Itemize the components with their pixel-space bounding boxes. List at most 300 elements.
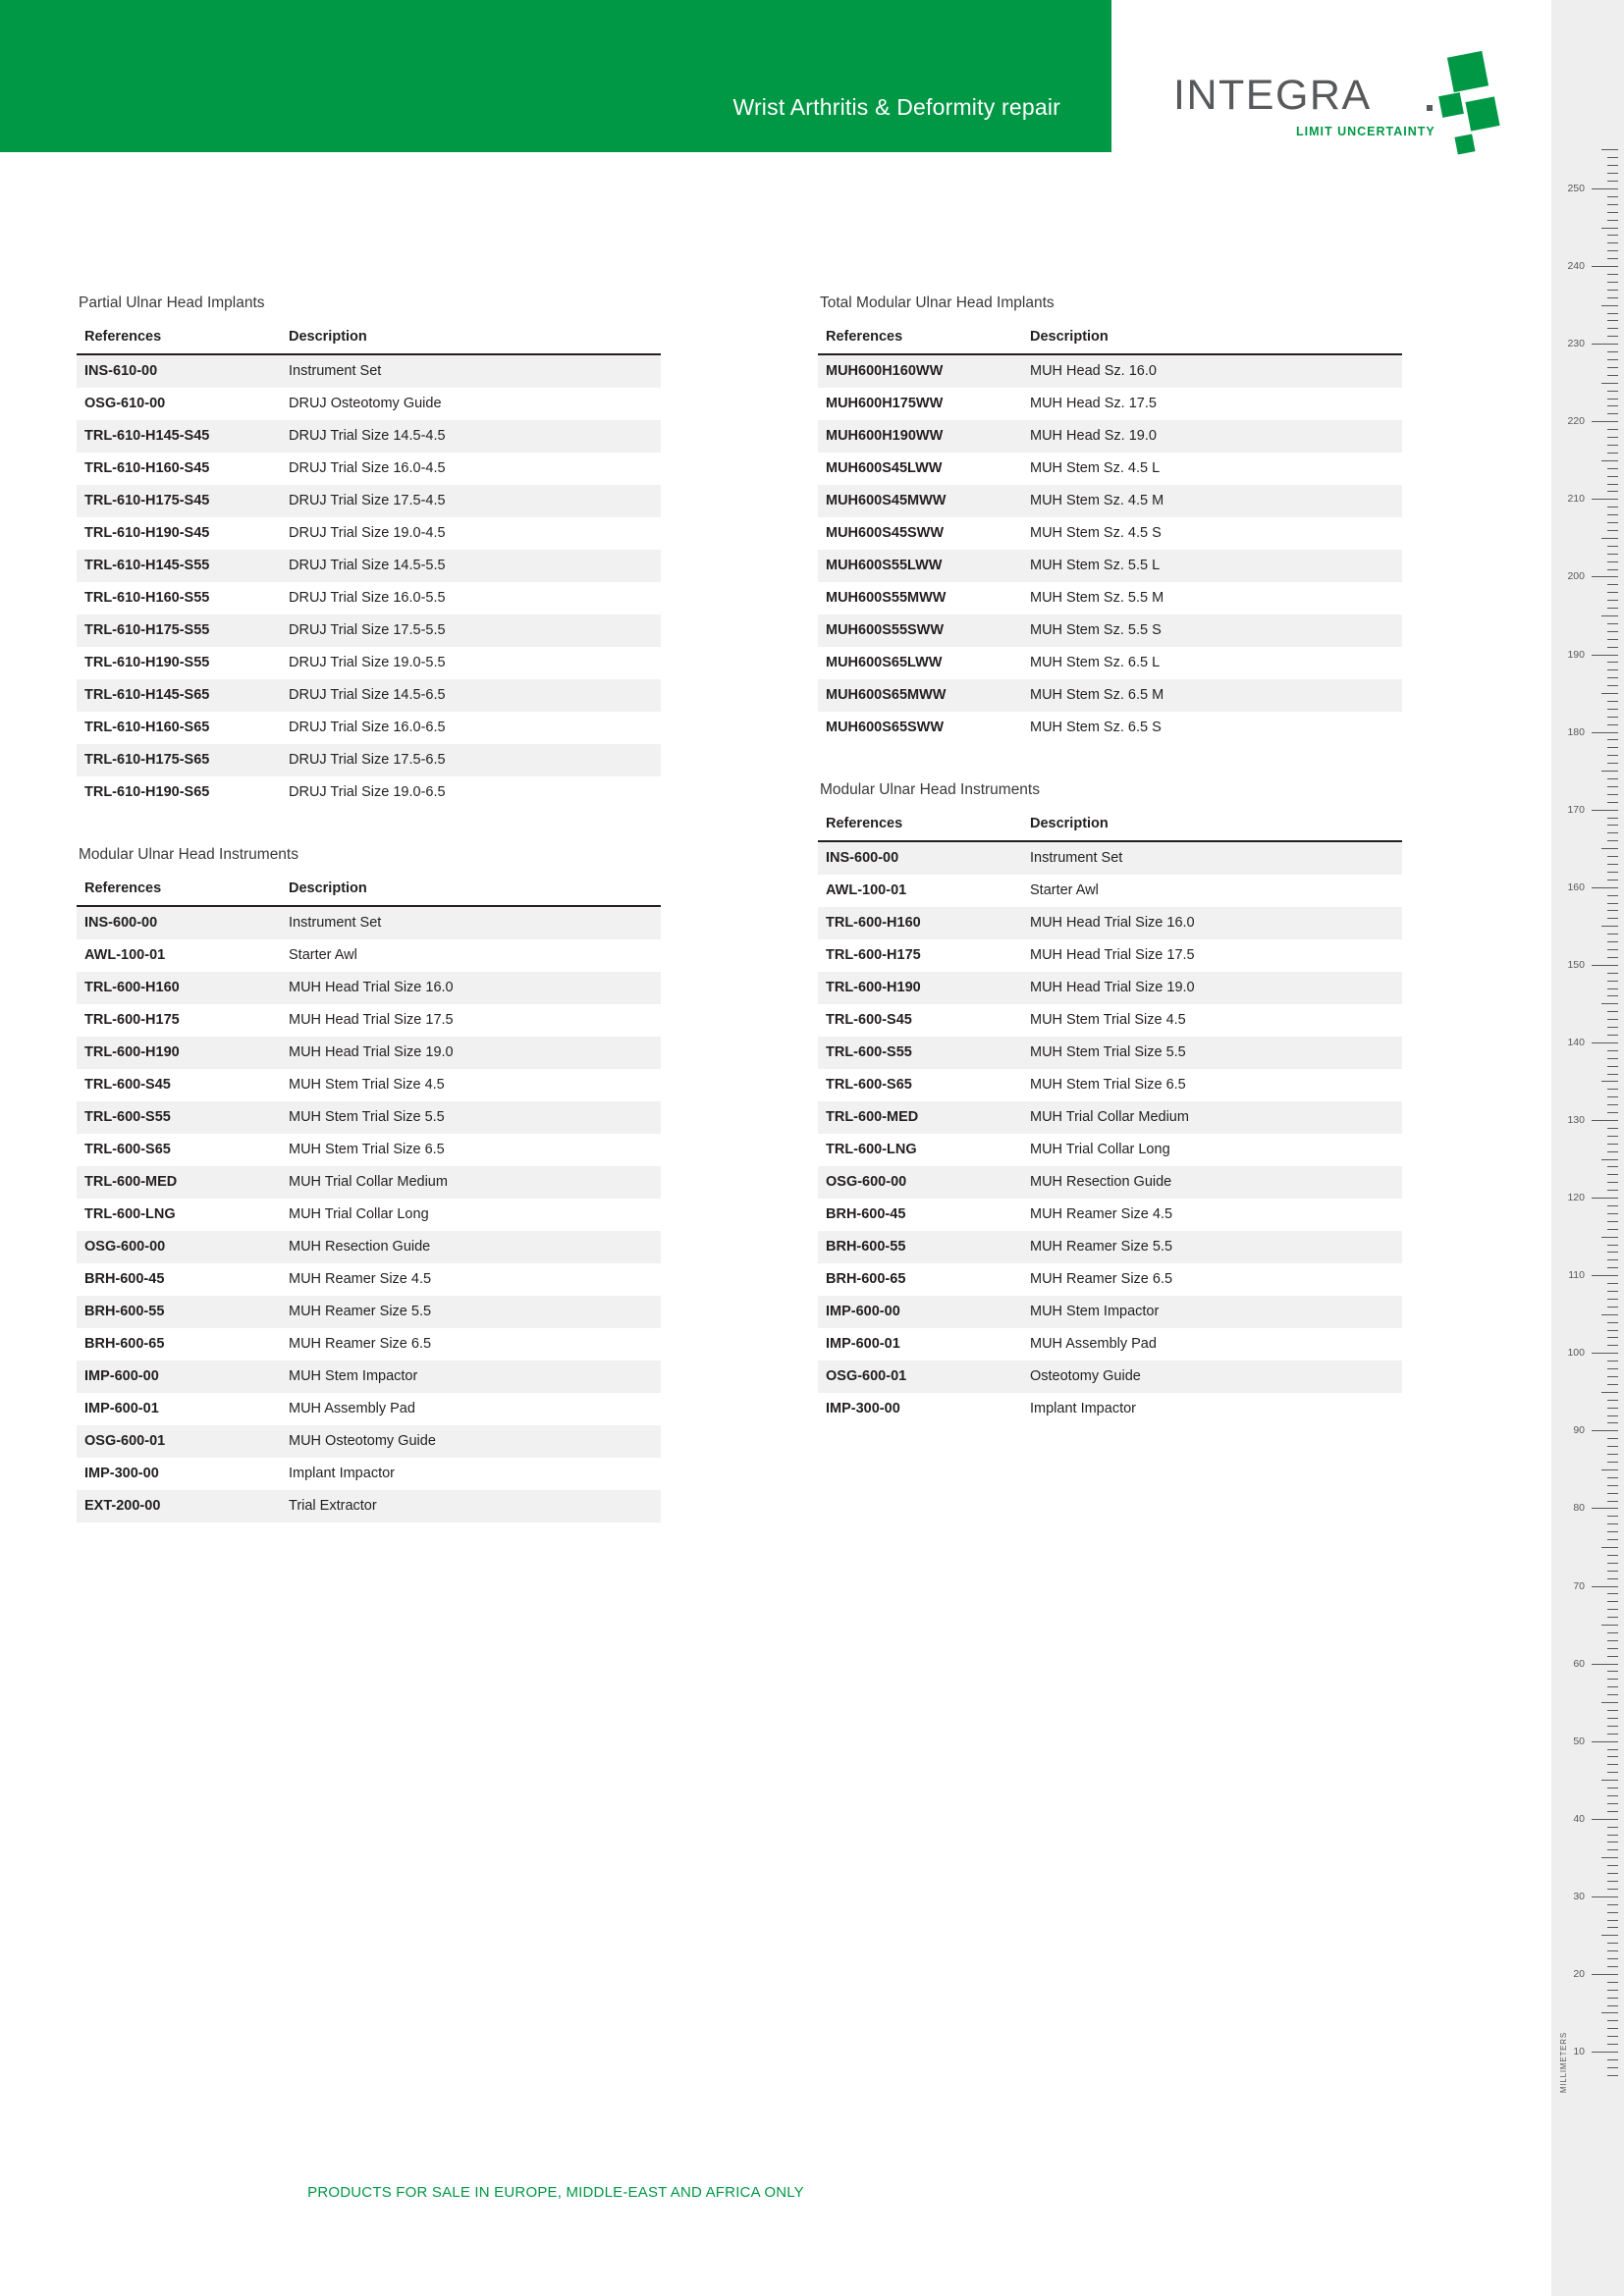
cell-reference: OSG-600-01: [84, 1433, 166, 1449]
cell-reference: MUH600S65SWW: [826, 720, 945, 735]
table-row: [77, 776, 661, 809]
cell-description: Implant Impactor: [289, 1466, 395, 1481]
ruler-tick: [1601, 1237, 1618, 1238]
cell-reference: BRH-600-55: [84, 1304, 165, 1319]
table-row: [818, 388, 1402, 420]
column-header-description: Description: [1022, 809, 1402, 841]
cell-reference: TRL-600-H160: [826, 915, 921, 931]
ruler-tick: [1607, 445, 1618, 446]
cell-description: DRUJ Trial Size 19.0-6.5: [289, 784, 446, 800]
table-row: [77, 420, 661, 453]
ruler-tick: [1601, 693, 1618, 694]
cell-description: MUH Trial Collar Long: [1030, 1142, 1170, 1157]
table-row: [818, 614, 1402, 647]
table-row: [77, 1328, 661, 1361]
ruler-tick: [1592, 1042, 1618, 1043]
ruler-tick: [1607, 554, 1618, 555]
cell-reference: TRL-600-H190: [84, 1044, 180, 1060]
cell-reference: INS-610-00: [84, 363, 158, 379]
ruler-tick: [1607, 1982, 1618, 1983]
table-row: [77, 550, 661, 582]
cell-description: MUH Stem Sz. 4.5 L: [1030, 460, 1161, 476]
cell-description: MUH Stem Sz. 6.5 L: [1030, 655, 1161, 670]
ruler-tick: [1592, 2052, 1618, 2053]
cell-description: MUH Reamer Size 4.5: [1030, 1206, 1173, 1222]
ruler-tick: [1607, 631, 1618, 632]
cell-description: DRUJ Osteotomy Guide: [289, 396, 442, 411]
ruler-tick: [1607, 290, 1618, 291]
ruler-tick: [1607, 1307, 1618, 1308]
ruler-tick: [1607, 1881, 1618, 1882]
cell-reference: MUH600S45SWW: [826, 525, 945, 541]
ruler-tick: [1607, 1368, 1618, 1369]
ruler-label: 10: [1573, 2046, 1585, 2057]
ruler-tick: [1607, 1943, 1618, 1944]
ruler-tick: [1607, 1104, 1618, 1105]
ruler-tick: [1607, 1617, 1618, 1618]
ruler-tick: [1607, 1454, 1618, 1455]
ruler-tick: [1607, 1966, 1618, 1967]
ruler-tick: [1607, 949, 1618, 950]
ruler-tick: [1592, 344, 1618, 345]
ruler-tick: [1607, 1803, 1618, 1804]
table-row: [818, 1328, 1402, 1361]
table-row: [818, 550, 1402, 582]
cell-description: MUH Stem Sz. 5.5 L: [1030, 558, 1161, 573]
ruler-tick: [1607, 1291, 1618, 1292]
ruler-tick: [1607, 1035, 1618, 1036]
ruler-tick: [1607, 1726, 1618, 1727]
ruler-tick: [1592, 1275, 1618, 1276]
reference-table: [818, 809, 1402, 1425]
ruler-tick: [1607, 413, 1618, 414]
cell-reference: TRL-600-S55: [84, 1109, 171, 1125]
cell-reference: TRL-600-S45: [84, 1077, 171, 1093]
ruler-tick: [1592, 1741, 1618, 1742]
table-row: [818, 1101, 1402, 1134]
cell-description: MUH Head Trial Size 17.5: [289, 1012, 454, 1028]
table-row: [818, 1134, 1402, 1166]
table-row: [77, 1458, 661, 1490]
table-section: [77, 846, 661, 1522]
cell-reference: INS-600-00: [84, 915, 158, 931]
table-row: [77, 744, 661, 776]
cell-description: Instrument Set: [289, 915, 382, 931]
cell-description: MUH Head Trial Size 16.0: [289, 980, 454, 995]
cell-reference: TRL-610-H160-S65: [84, 720, 210, 735]
table-row: [818, 1037, 1402, 1069]
reference-table: [818, 322, 1402, 744]
ruler-tick: [1607, 1958, 1618, 1959]
ruler-tick: [1592, 1508, 1618, 1509]
ruler-tick: [1607, 1384, 1618, 1385]
ruler-tick: [1607, 1019, 1618, 1020]
cell-description: MUH Stem Trial Size 5.5: [1030, 1044, 1186, 1060]
table-row: [77, 1361, 661, 1393]
logo-tagline: LIMIT UNCERTAINTY: [1296, 125, 1435, 138]
ruler-label: 120: [1567, 1192, 1585, 1204]
cell-reference: MUH600S65MWW: [826, 687, 947, 703]
ruler-label: 20: [1573, 1967, 1585, 1980]
ruler-tick: [1607, 1788, 1618, 1789]
cell-description: MUH Stem Trial Size 4.5: [1030, 1012, 1186, 1028]
cell-description: MUH Reamer Size 4.5: [289, 1271, 432, 1287]
ruler-tick: [1592, 1353, 1618, 1354]
header-banner: [0, 0, 1111, 152]
ruler-tick: [1592, 499, 1618, 500]
table-row: [77, 906, 661, 939]
ruler-tick: [1607, 600, 1618, 601]
ruler-tick: [1601, 1780, 1618, 1781]
cell-reference: TRL-600-LNG: [84, 1206, 176, 1222]
ruler-tick: [1607, 840, 1618, 841]
ruler-tick: [1607, 895, 1618, 896]
ruler-tick: [1607, 1205, 1618, 1206]
ruler-tick: [1592, 1430, 1618, 1431]
ruler-tick: [1607, 1998, 1618, 1999]
table-row: [77, 388, 661, 420]
ruler-tick: [1592, 1198, 1618, 1199]
ruler-tick: [1607, 957, 1618, 958]
cell-description: MUH Stem Sz. 6.5 S: [1030, 720, 1162, 735]
ruler-tick: [1607, 1190, 1618, 1191]
cell-description: MUH Stem Sz. 5.5 S: [1030, 622, 1162, 638]
ruler-tick: [1607, 1252, 1618, 1253]
table-row: [818, 1393, 1402, 1425]
ruler-tick: [1607, 313, 1618, 314]
cell-description: MUH Trial Collar Medium: [1030, 1109, 1189, 1125]
ruler-tick: [1607, 918, 1618, 919]
cell-description: MUH Reamer Size 6.5: [1030, 1271, 1173, 1287]
ruler-tick: [1607, 981, 1618, 982]
ruler-tick: [1607, 1259, 1618, 1260]
ruler-tick: [1607, 1904, 1618, 1905]
ruler-tick: [1601, 615, 1618, 616]
column-header-references: References: [77, 322, 281, 354]
ruler-tick: [1592, 1586, 1618, 1587]
ruler-tick: [1607, 359, 1618, 360]
cell-description: MUH Trial Collar Long: [289, 1206, 429, 1222]
ruler-tick: [1607, 662, 1618, 663]
ruler-tick: [1607, 1539, 1618, 1540]
cell-reference: IMP-600-01: [84, 1401, 159, 1416]
cell-description: MUH Stem Sz. 4.5 M: [1030, 493, 1164, 508]
logo-period: [1427, 105, 1433, 111]
ruler-tick: [1592, 1819, 1618, 1820]
ruler-tick: [1601, 2012, 1618, 2013]
ruler-label: 130: [1567, 1114, 1585, 1126]
ruler-tick: [1607, 1609, 1618, 1610]
ruler-tick: [1607, 903, 1618, 904]
cell-description: MUH Stem Trial Size 4.5: [289, 1077, 445, 1093]
cell-description: MUH Stem Impactor: [289, 1368, 418, 1384]
cell-reference: BRH-600-65: [826, 1271, 906, 1287]
table-row: [818, 1166, 1402, 1199]
table-row: [77, 1166, 661, 1199]
ruler-label: 170: [1567, 803, 1585, 816]
ruler-tick: [1601, 149, 1618, 150]
millimeter-ruler: [1551, 0, 1624, 2296]
table-header-row: [818, 322, 1402, 354]
ruler-tick: [1607, 763, 1618, 764]
cell-reference: AWL-100-01: [826, 882, 907, 898]
ruler-tick: [1607, 1920, 1618, 1921]
table-header-row: [818, 809, 1402, 841]
ruler-tick: [1607, 709, 1618, 710]
cell-description: Instrument Set: [1030, 850, 1123, 866]
ruler-tick: [1607, 1066, 1618, 1067]
ruler-tick: [1607, 1438, 1618, 1439]
table-row: [77, 1296, 661, 1328]
ruler-tick: [1607, 274, 1618, 275]
ruler-tick: [1607, 872, 1618, 873]
ruler-label: 60: [1573, 1657, 1585, 1670]
ruler-tick: [1607, 429, 1618, 430]
ruler-tick: [1592, 887, 1618, 888]
ruler-tick: [1592, 732, 1618, 733]
ruler-tick: [1607, 514, 1618, 515]
ruler-tick: [1601, 1469, 1618, 1470]
table-row: [77, 614, 661, 647]
ruler-label: 250: [1567, 183, 1585, 194]
cell-reference: TRL-610-H175-S65: [84, 752, 210, 768]
ruler-label: 90: [1573, 1424, 1585, 1437]
ruler-tick: [1607, 1686, 1618, 1687]
cell-description: MUH Head Trial Size 16.0: [1030, 915, 1195, 931]
cell-description: MUH Resection Guide: [289, 1239, 431, 1255]
ruler-tick: [1601, 305, 1618, 306]
cell-description: DRUJ Trial Size 14.5-6.5: [289, 687, 446, 703]
ruler-tick: [1607, 405, 1618, 406]
column-header-description: Description: [281, 874, 661, 906]
ruler-tick: [1607, 880, 1618, 881]
ruler-tick: [1607, 546, 1618, 547]
ruler-tick: [1607, 832, 1618, 833]
ruler-tick: [1607, 1578, 1618, 1579]
ruler-tick: [1601, 1857, 1618, 1858]
ruler-tick: [1592, 1974, 1618, 1975]
table-row: [77, 939, 661, 972]
section-title: Partial Ulnar Head Implants: [79, 294, 265, 311]
table-row: [818, 679, 1402, 712]
table-row: [818, 582, 1402, 614]
cell-reference: OSG-600-00: [84, 1239, 166, 1255]
ruler-label: 160: [1567, 881, 1585, 893]
table-row: [77, 679, 661, 712]
cell-reference: TRL-610-H145-S55: [84, 558, 210, 573]
ruler-tick: [1607, 491, 1618, 492]
cell-description: MUH Osteotomy Guide: [289, 1433, 436, 1449]
cell-description: MUH Assembly Pad: [1030, 1336, 1157, 1352]
reference-table: [77, 322, 661, 809]
cell-description: MUH Head Sz. 19.0: [1030, 428, 1157, 444]
cell-reference: TRL-610-H190-S65: [84, 784, 210, 800]
cell-reference: BRH-600-45: [84, 1271, 165, 1287]
ruler-tick: [1592, 421, 1618, 422]
ruler-tick: [1607, 569, 1618, 570]
ruler-tick: [1607, 856, 1618, 857]
ruler-tick: [1607, 391, 1618, 392]
ruler-tick: [1607, 1601, 1618, 1602]
ruler-tick: [1592, 1120, 1618, 1121]
ruler-tick: [1601, 228, 1618, 229]
ruler-tick: [1607, 1827, 1618, 1828]
cell-reference: OSG-600-01: [826, 1368, 907, 1384]
ruler-tick: [1607, 2036, 1618, 2037]
table-row: [77, 1199, 661, 1231]
table-row: [77, 453, 661, 485]
ruler-tick: [1607, 1811, 1618, 1812]
cell-reference: TRL-600-H175: [84, 1012, 180, 1028]
logo-square-icon: [1465, 96, 1499, 131]
ruler-tick: [1601, 1935, 1618, 1936]
cell-description: DRUJ Trial Size 16.0-6.5: [289, 720, 446, 735]
ruler-tick: [1607, 825, 1618, 826]
table-header-row: [77, 322, 661, 354]
cell-description: Starter Awl: [1030, 882, 1099, 898]
cell-reference: MUH600S65LWW: [826, 655, 943, 670]
cell-description: Osteotomy Guide: [1030, 1368, 1141, 1384]
left-column: [77, 294, 661, 1522]
ruler-tick: [1607, 1112, 1618, 1113]
cell-description: DRUJ Trial Size 14.5-5.5: [289, 558, 446, 573]
right-column: [818, 294, 1402, 1425]
table-section: [77, 294, 661, 809]
ruler-tick: [1607, 258, 1618, 259]
cell-description: DRUJ Trial Size 19.0-4.5: [289, 525, 446, 541]
ruler-tick: [1607, 1096, 1618, 1097]
ruler-label: 70: [1573, 1579, 1585, 1592]
ruler-tick: [1607, 1027, 1618, 1028]
ruler-tick: [1607, 1376, 1618, 1377]
cell-description: MUH Resection Guide: [1030, 1174, 1172, 1190]
ruler-tick: [1601, 1314, 1618, 1315]
footer-note: PRODUCTS FOR SALE IN EUROPE, MIDDLE-EAST AND AFRICA ONLY: [307, 2184, 804, 2201]
table-row: [77, 647, 661, 679]
cell-reference: TRL-600-S45: [826, 1012, 912, 1028]
ruler-tick: [1607, 1749, 1618, 1750]
ruler-label: 150: [1567, 958, 1585, 971]
ruler-tick: [1607, 181, 1618, 182]
ruler-tick: [1607, 1718, 1618, 1719]
ruler-tick: [1607, 995, 1618, 996]
cell-reference: TRL-600-H160: [84, 980, 180, 995]
ruler-tick: [1607, 1361, 1618, 1362]
ruler-tick: [1607, 647, 1618, 648]
ruler-tick: [1601, 538, 1618, 539]
cell-reference: IMP-600-00: [826, 1304, 900, 1319]
ruler-tick: [1607, 1501, 1618, 1502]
cell-reference: TRL-610-H160-S45: [84, 460, 210, 476]
ruler-tick: [1601, 848, 1618, 849]
ruler-tick: [1607, 669, 1618, 670]
cell-description: DRUJ Trial Size 16.0-4.5: [289, 460, 446, 476]
ruler-label: 230: [1567, 338, 1585, 350]
ruler-tick: [1607, 623, 1618, 624]
ruler-tick: [1607, 2075, 1618, 2076]
cell-description: MUH Stem Sz. 6.5 M: [1030, 687, 1164, 703]
logo-wordmark: INTEGRA: [1173, 72, 1372, 119]
section-title: Modular Ulnar Head Instruments: [820, 781, 1040, 798]
cell-reference: MUH600S45MWW: [826, 493, 947, 508]
ruler-tick: [1607, 1245, 1618, 1246]
table-row: [77, 1004, 661, 1037]
ruler-label: 200: [1567, 570, 1585, 583]
table-row: [77, 1134, 661, 1166]
cell-reference: TRL-600-S65: [826, 1077, 912, 1093]
table-header-row: [77, 874, 661, 906]
table-section: [818, 781, 1402, 1425]
ruler-tick: [1592, 576, 1618, 577]
cell-description: MUH Stem Impactor: [1030, 1304, 1160, 1319]
ruler-tick: [1607, 794, 1618, 795]
ruler-tick: [1607, 437, 1618, 438]
column-header-references: References: [818, 322, 1022, 354]
ruler-label: 30: [1573, 1890, 1585, 1902]
table-row: [818, 907, 1402, 939]
cell-description: MUH Stem Trial Size 6.5: [1030, 1077, 1186, 1093]
table-row: [77, 1393, 661, 1425]
ruler-tick: [1592, 1664, 1618, 1665]
ruler-tick: [1607, 1555, 1618, 1556]
table-row: [818, 1004, 1402, 1037]
ruler-label: 40: [1573, 1812, 1585, 1825]
ruler-tick: [1607, 1446, 1618, 1447]
cell-description: DRUJ Trial Size 17.5-6.5: [289, 752, 446, 768]
ruler-tick: [1607, 1990, 1618, 1991]
ruler-tick: [1607, 1337, 1618, 1338]
ruler-tick: [1607, 1889, 1618, 1890]
ruler-tick: [1607, 196, 1618, 197]
cell-description: MUH Stem Sz. 5.5 M: [1030, 590, 1164, 606]
ruler-tick: [1607, 1835, 1618, 1836]
ruler-tick: [1607, 1927, 1618, 1928]
cell-description: MUH Trial Collar Medium: [289, 1174, 448, 1190]
page-title: Wrist Arthritis & Deformity repair: [732, 94, 1060, 120]
table-row: [818, 1069, 1402, 1101]
ruler-label: 210: [1567, 493, 1585, 506]
ruler-tick: [1607, 2059, 1618, 2060]
cell-reference: INS-600-00: [826, 850, 899, 866]
cell-reference: TRL-600-H175: [826, 947, 921, 963]
table-row: [818, 420, 1402, 453]
cell-description: MUH Assembly Pad: [289, 1401, 415, 1416]
cell-description: MUH Head Trial Size 19.0: [1030, 980, 1195, 995]
cell-reference: MUH600S55SWW: [826, 622, 945, 638]
ruler-tick: [1601, 460, 1618, 461]
table-row: [77, 485, 661, 517]
table-row: [818, 1361, 1402, 1393]
ruler-tick: [1607, 1415, 1618, 1416]
cell-reference: MUH600S45LWW: [826, 460, 943, 476]
cell-description: DRUJ Trial Size 14.5-4.5: [289, 428, 446, 444]
table-row: [818, 517, 1402, 550]
table-row: [77, 1231, 661, 1263]
ruler-tick: [1607, 1795, 1618, 1796]
cell-reference: TRL-610-H190-S45: [84, 525, 210, 541]
ruler-tick: [1607, 802, 1618, 803]
ruler-tick: [1607, 399, 1618, 400]
section-title: Modular Ulnar Head Instruments: [79, 846, 298, 863]
ruler-tick: [1607, 584, 1618, 585]
ruler-tick: [1607, 1058, 1618, 1059]
logo-square-icon: [1454, 133, 1475, 154]
cell-description: MUH Reamer Size 6.5: [289, 1336, 432, 1352]
logo-square-icon: [1438, 92, 1464, 118]
ruler-label: 240: [1567, 260, 1585, 273]
ruler-tick: [1607, 530, 1618, 531]
cell-reference: OSG-600-00: [826, 1174, 907, 1190]
